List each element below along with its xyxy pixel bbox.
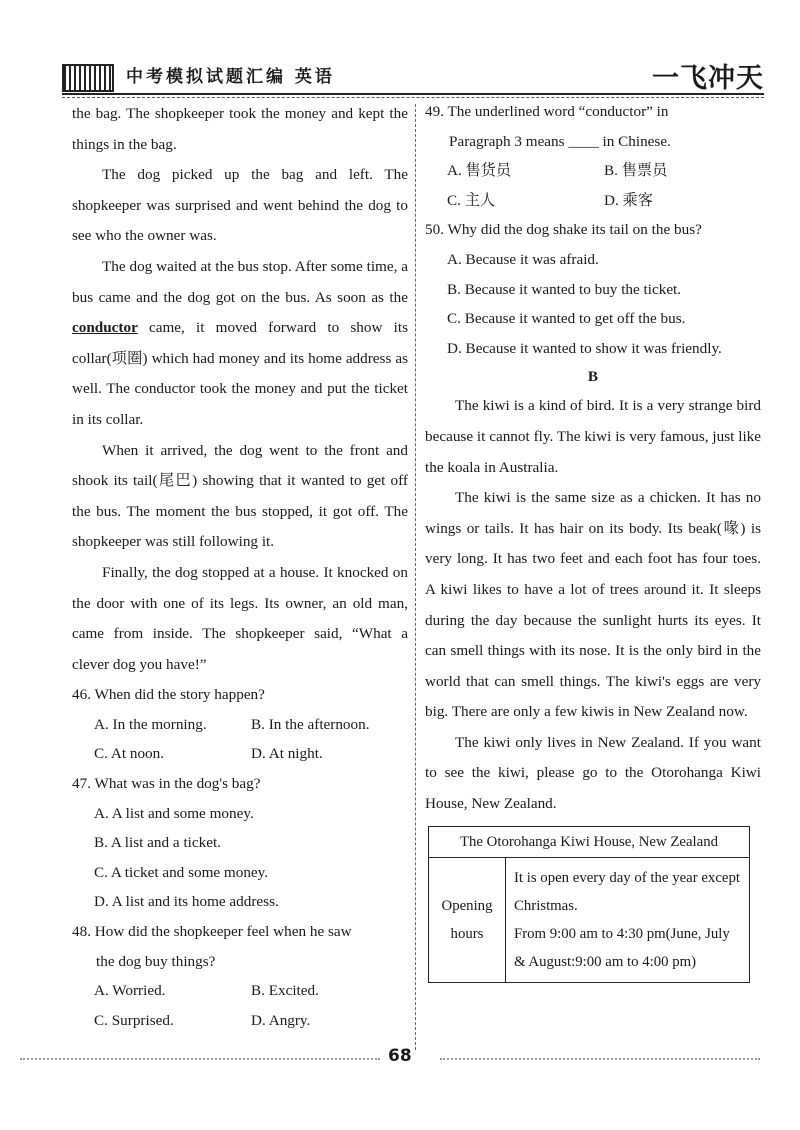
header-title: 中考模拟试题汇编 英语 — [126, 67, 335, 87]
underlined-word: conductor — [72, 319, 138, 337]
passage-paragraph: Finally, the dog stopped at a house. It knocked on the door with one of its legs. Its owner, an old man, came from inside. The shopkeeper said, “What a clever dog you have!” — [72, 563, 408, 673]
option-b[interactable]: B. In the afternoon. — [251, 715, 370, 733]
option-d[interactable]: D. Because it wanted to show it was friendly. — [447, 339, 722, 357]
left-column — [72, 99, 408, 1035]
footer-rule-right — [440, 1058, 760, 1060]
book-logo-icon — [62, 64, 114, 92]
option-b[interactable]: B. A list and a ticket. — [94, 834, 221, 852]
section-heading: B — [587, 368, 599, 386]
table-value-line: From 9:00 am to 4:30 pm(June, July & August:9:00 am to 4:00 pm) — [514, 926, 730, 970]
option-d[interactable]: D. Angry. — [251, 1011, 311, 1029]
question-49-options-row — [425, 156, 761, 186]
option-a[interactable]: A. A list and some money. — [94, 804, 254, 822]
passage-paragraph: The kiwi only lives in New Zealand. If you want to see the kiwi, please go to the Otorohanga Kiwi House, New Zealand. — [425, 733, 761, 813]
passage-paragraph: The dog picked up the bag and left. The shopkeeper was surprised and went behind the dog to see who the owner was. — [72, 166, 408, 245]
option-c[interactable]: C. At noon. — [94, 745, 165, 763]
option-c[interactable]: C. Because it wanted to get off the bus. — [447, 310, 686, 328]
passage-paragraph: When it arrived, the dog went to the front and shook its tail(尾巴) showing that it wanted to get off the bus. The moment the bus stopped, it got off. The shopkeeper was still following it. — [72, 441, 408, 551]
option-d[interactable]: D. At night. — [251, 745, 323, 763]
question-49-stem: 49. The underlined word “conductor” in — [425, 103, 669, 120]
question-48-options-row — [72, 1006, 408, 1036]
option-c[interactable]: C. A ticket and some money. — [94, 863, 269, 881]
option-b[interactable]: B. Because it wanted to buy the ticket. — [447, 280, 682, 298]
option-c[interactable]: C. 主人 — [447, 191, 496, 209]
passage-text: The dog waited at the bus stop. After some time, a bus came and the dog got on the bus. As soon as the — [72, 257, 408, 306]
header-rule — [62, 93, 764, 95]
question-49-options-row — [425, 186, 761, 216]
column-divider — [415, 104, 416, 1050]
passage-paragraph: The kiwi is a kind of bird. It is a very strange bird because it cannot fly. The kiwi is very famous, just like the koala in Australia. — [425, 397, 761, 476]
option-d[interactable]: D. A list and its home address. — [94, 893, 279, 911]
passage-paragraph: The kiwi is the same size as a chicken. It has no wings or tails. It has hair on its body. Its beak(喙) is very long. It has two feet and each foot has four toes. A kiwi likes to have a lot of trees around it. It sleeps during the day because the sunlight hurts its eyes. It can smell things with its nose. It is the only bird in the world that can smell things. The kiwi's eggs are very big. There are only a few kiwis in New Zealand now. — [425, 489, 761, 721]
option-b[interactable]: B. 售票员 — [604, 162, 668, 180]
right-column — [425, 97, 761, 820]
table-value — [506, 858, 750, 983]
brand-title: 一飞冲天 — [652, 63, 764, 94]
table-label: Opening hours — [429, 858, 506, 983]
question-48-stem-cont: the dog buy things? — [96, 952, 216, 970]
opening-hours-table — [428, 826, 750, 983]
table-value-line: It is open every day of the year except Christmas. — [514, 870, 740, 914]
option-a[interactable]: A. 售货员 — [447, 162, 512, 180]
question-46-stem: 46. When did the story happen? — [72, 686, 265, 704]
page-header — [62, 58, 764, 94]
option-d[interactable]: D. 乘客 — [604, 191, 653, 209]
option-b[interactable]: B. Excited. — [251, 982, 319, 1000]
option-a[interactable]: A. Worried. — [94, 982, 166, 1000]
question-50-stem: 50. Why did the dog shake its tail on the bus? — [425, 221, 702, 239]
question-49-stem-cont: Paragraph 3 means ____ in Chinese. — [449, 132, 671, 150]
question-47-stem: 47. What was in the dog's bag? — [72, 775, 261, 793]
question-48-options-row — [72, 976, 408, 1006]
table-title: The Otorohanga Kiwi House, New Zealand — [429, 827, 750, 858]
option-a[interactable]: A. In the morning. — [94, 715, 207, 733]
question-46-options-row — [72, 710, 408, 740]
footer-rule-left — [20, 1058, 380, 1060]
passage-text: came, it moved forward to show its collar(项圈) which had money and its home address as well. The conductor took the money and put the ticket in its collar. — [72, 319, 408, 428]
passage-paragraph: the bag. The shopkeeper took the money and kept the things in the bag. — [72, 105, 408, 153]
passage-paragraph — [72, 252, 408, 436]
question-46-options-row — [72, 739, 408, 769]
question-48-stem: 48. How did the shopkeeper feel when he saw — [72, 923, 352, 941]
option-c[interactable]: C. Surprised. — [94, 1011, 174, 1029]
page-number: 68 — [388, 1046, 412, 1066]
option-a[interactable]: A. Because it was afraid. — [447, 250, 599, 268]
